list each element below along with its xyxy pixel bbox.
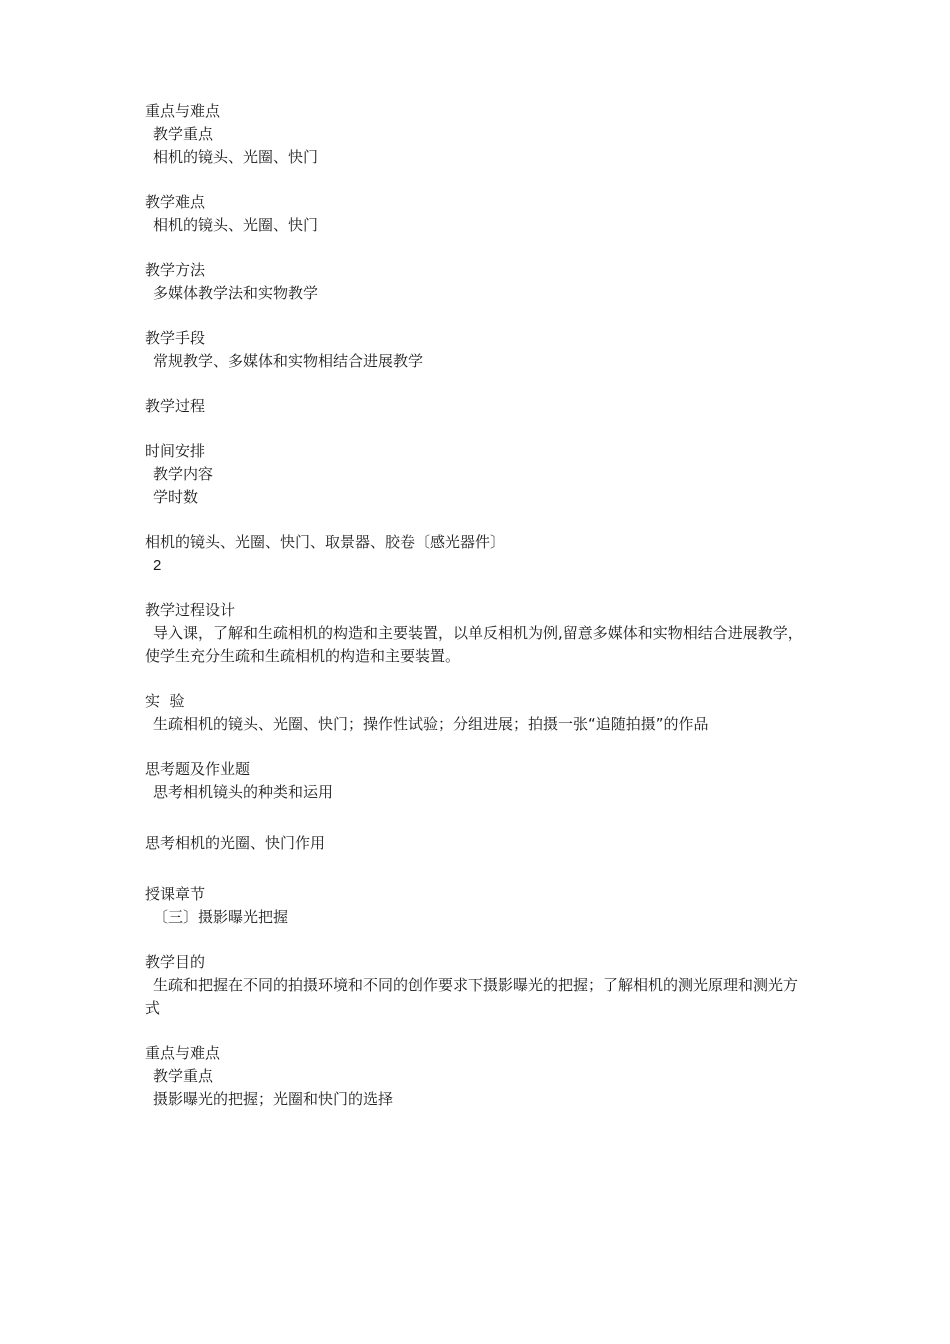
experiment-text: 生疏相机的镜头、光圈、快门；操作性试验；分组进展；拍摄一张“追随拍摄”的作品: [153, 715, 709, 733]
heading-method: 教学方法: [145, 261, 206, 279]
heading-objective: 教学目的: [145, 953, 206, 971]
schedule-col-content: 教学内容: [153, 465, 214, 483]
means-text: 常规教学、多媒体和实物相结合进展教学: [153, 352, 424, 370]
heading-chapter: 授课章节: [145, 885, 206, 903]
schedule-col-hours: 学时数: [153, 488, 199, 506]
heading-homework: 思考题及作业题: [145, 760, 251, 778]
heading-key-difficult: 重点与难点: [145, 102, 221, 120]
heading-means: 教学手段: [145, 329, 206, 347]
chapter-text: 〔三〕摄影曝光把握: [153, 908, 289, 926]
heading-difficulties: 教学难点: [145, 193, 206, 211]
process-design-text: 导入课，了解和生疏相机的构造和主要装置，以单反相机为例,留意多媒体和实物相结合进展教学，使学生充分生疏和生疏相机的构造和主要装置。: [145, 624, 803, 665]
heading-experiment: 实 验: [145, 692, 185, 710]
method-text: 多媒体教学法和实物教学: [153, 284, 319, 302]
heading-process-design: 教学过程设计: [145, 601, 236, 619]
objective-text: 生疏和把握在不同的拍摄环境和不同的创作要求下摄影曝光的把握；了解相机的测光原理和测光方式: [145, 976, 799, 1017]
document-page: [145, 100, 805, 1111]
subheading-key-points-2: 教学重点: [153, 1067, 214, 1085]
schedule-row-content: 相机的镜头、光圈、快门、取景器、胶卷〔感光器件〕: [145, 533, 506, 551]
key-points-text: 相机的镜头、光圈、快门: [153, 148, 319, 166]
homework-text-2: 思考相机的光圈、快门作用: [145, 834, 326, 852]
schedule-row-hours: 2: [153, 557, 162, 574]
heading-process: 教学过程: [145, 397, 206, 415]
subheading-key-points: 教学重点: [153, 125, 214, 143]
homework-text-1: 思考相机镜头的种类和运用: [153, 783, 334, 801]
heading-schedule: 时间安排: [145, 442, 206, 460]
heading-key-difficult-2: 重点与难点: [145, 1044, 221, 1062]
difficulties-text: 相机的镜头、光圈、快门: [153, 216, 319, 234]
key-points-text-2: 摄影曝光的把握；光圈和快门的选择: [153, 1090, 394, 1108]
